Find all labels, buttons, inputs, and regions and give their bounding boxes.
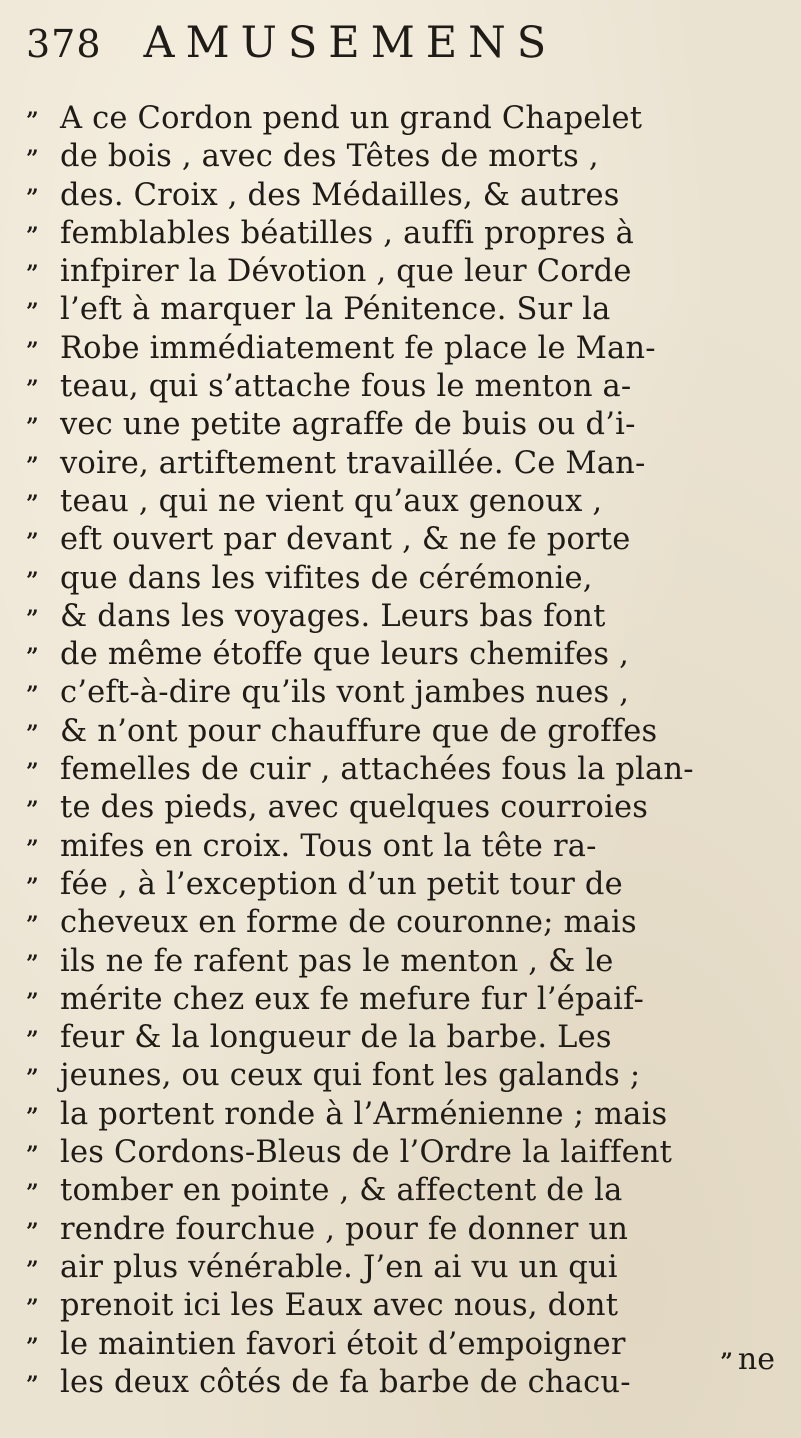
line-text: tomber en pointe , & affectent de la [60,1173,623,1209]
line-text: jeunes, ou ceux qui font les galands ; [60,1058,641,1094]
quote-mark: ” [26,299,38,326]
text-line [26,1057,786,1095]
line-text: vec une petite agraffe de buis ou d’i- [60,407,636,443]
line-text: & n’ont pour chauffure que de groffes [60,713,658,749]
line-text: de bois , avec des Têtes de morts , [60,139,599,175]
quote-mark: ” [26,988,38,1015]
quote-mark: ” [26,567,38,594]
text-line [26,713,786,751]
text-line [26,1211,786,1249]
quote-mark: ” [26,682,38,709]
line-text: femelles de cuir , attachées fous la plan- [60,752,694,788]
text-line [26,674,786,712]
text-line [26,866,786,904]
text-line [26,330,786,368]
text-line [26,1287,786,1325]
text-line [26,483,786,521]
line-text: les Cordons-Bleus de l’Ordre la laiffent [60,1135,673,1171]
line-text: les deux côtés de fa barbe de chacu- [60,1364,631,1400]
text-line [26,789,786,827]
quote-mark: ” [26,184,38,211]
quote-mark: ” [26,146,38,173]
quote-mark: ” [26,529,38,556]
quote-mark: ” [26,376,38,403]
line-text: mifes en croix. Tous ont la tête ra- [60,828,597,864]
quote-mark: ” [26,414,38,441]
line-text: femblables béatilles , auffi propres à [60,215,635,251]
quote-mark: ” [26,337,38,364]
text-line [26,1019,786,1057]
text-line [26,406,786,444]
line-text: prenoit ici les Eaux avec nous, dont [60,1288,619,1324]
line-text: air plus vénérable. J’en ai vu un qui [60,1249,618,1285]
line-text: c’eft-à-dire qu’ils vont jambes nues , [60,675,630,711]
text-line [26,1134,786,1172]
quote-mark: ” [26,1333,38,1360]
text-line [26,253,786,291]
quote-mark: ” [26,873,38,900]
text-line [26,560,786,598]
text-line [26,598,786,636]
line-text: mérite chez eux fe mefure fur l’épaif- [60,981,644,1017]
line-text: que dans les vifites de cérémonie, [60,560,593,596]
line-text: le maintien favori étoit d’empoigner [60,1326,626,1362]
quote-mark: ” [26,108,38,134]
line-text: eft ouvert par devant , & ne fe porte [60,522,631,558]
text-line [26,1096,786,1134]
quote-mark: ” [26,1295,38,1322]
quote-mark: ” [26,452,38,479]
quote-mark: ” [26,1180,38,1207]
quote-mark: ” [26,644,38,671]
line-text: la portent ronde à l’Arménienne ; mais [60,1096,668,1132]
line-text: voire, artiftement travaillée. Ce Man- [60,445,646,481]
line-text: A ce Cordon pend un grand Chapelet [60,101,643,136]
line-text: rendre fourchue , pour fe donner un [60,1211,629,1247]
quote-mark: ” [26,222,38,249]
line-text: l’eft à marquer la Pénitence. Sur la [60,292,611,328]
text-line [26,100,786,138]
quote-mark: ” [26,490,38,517]
text-line [26,981,786,1019]
line-text: infpirer la Dévotion , que leur Corde [60,254,632,290]
catchword [720,1342,775,1377]
quote-mark: ” [26,1218,38,1245]
quote-mark: ” [26,1371,38,1398]
quote-mark: ” [26,759,38,786]
page-header [26,18,557,78]
text-line [26,1364,786,1402]
line-text: & dans les voyages. Leurs bas font [60,598,606,634]
catchword-text: ne [737,1342,775,1377]
line-text: des. Croix , des Médailles, & autres [60,177,620,213]
line-text: feur & la longueur de la barbe. Les [60,1020,612,1056]
text-line [26,904,786,942]
line-text: de même étoffe que leurs chemifes , [60,637,630,673]
quote-mark: ” [26,1065,38,1092]
quote-mark: ” [26,1103,38,1130]
text-line [26,636,786,674]
line-text: fée , à l’exception d’un petit tour de [60,866,623,902]
quote-mark: ” [26,261,38,288]
quote-mark: ” [26,1027,38,1054]
text-line [26,751,786,789]
line-text: ils ne fe rafent pas le menton , & le [60,943,614,979]
line-text: te des pieds, avec quelques courroies [60,790,649,826]
quote-mark: ” [26,797,38,824]
text-line [26,215,786,253]
line-text: teau, qui s’attache fous le menton a- [60,369,632,405]
quote-mark: ” [26,720,38,747]
text-line [26,177,786,215]
text-line [26,138,786,176]
line-text: cheveux en forme de couronne; mais [60,905,637,941]
quote-mark: ” [26,912,38,939]
quote-mark: ” [26,950,38,977]
text-line [26,1326,786,1364]
text-line [26,1249,786,1287]
line-text: teau , qui ne vient qu’aux genoux , [60,483,603,519]
text-line [26,521,786,559]
quote-mark: ” [26,605,38,632]
quote-mark: ” [26,1256,38,1283]
text-line [26,291,786,329]
text-line [26,1172,786,1210]
text-line [26,368,786,406]
running-head: AMUSEMENS [143,18,558,68]
quote-mark: ” [26,835,38,862]
page-number: 378 [26,22,102,66]
text-line [26,943,786,981]
quote-mark: ” [720,1349,732,1375]
body-text [26,100,786,1402]
line-text: Robe immédiatement fe place le Man- [60,330,656,366]
quote-mark: ” [26,1142,38,1169]
text-line [26,828,786,866]
text-line [26,445,786,483]
